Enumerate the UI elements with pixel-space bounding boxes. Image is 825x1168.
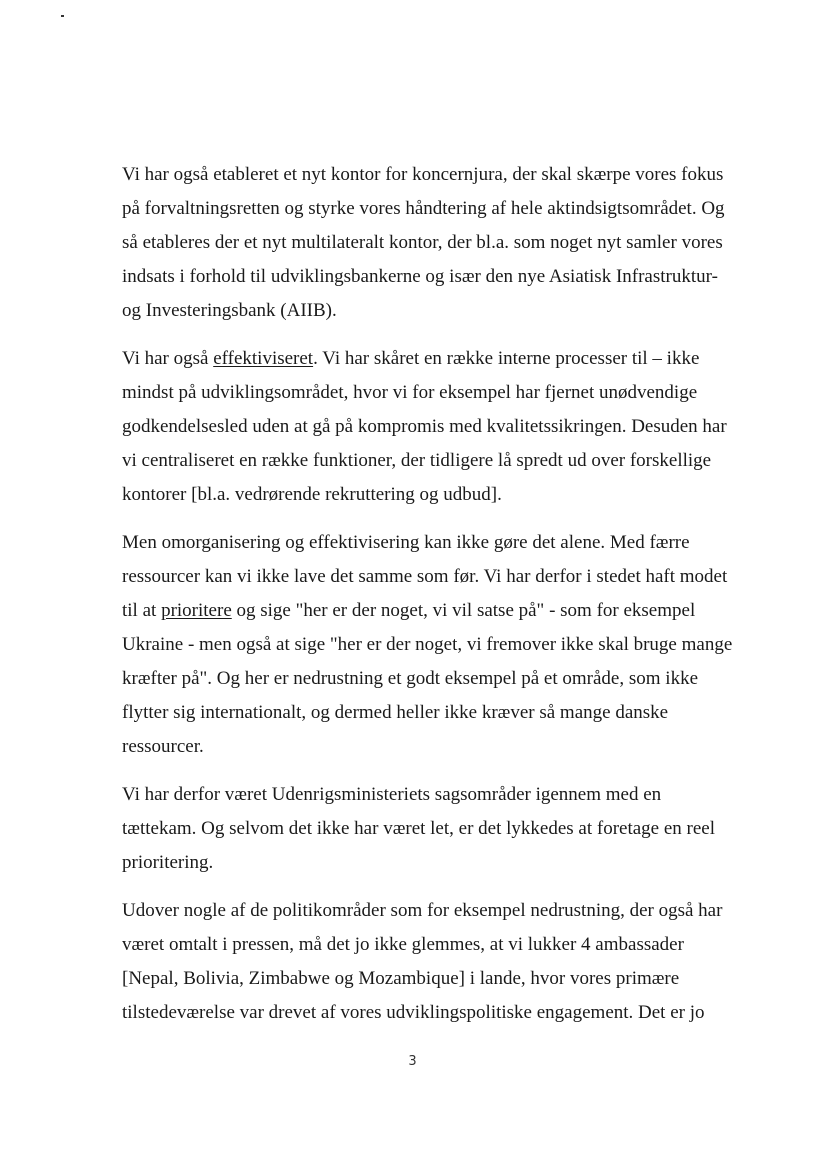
underlined-text: effektiviseret [213,348,314,369]
text-segment: . Vi har skåret en række interne processer til – ikke [313,348,700,369]
text-segment: Udover nogle af de politikområder som for eksempel nedrustning, der også har [122,900,723,921]
text-line [122,962,762,996]
text-line [122,928,762,962]
text-line [122,226,762,260]
text-segment: kræfter på". Og her er nedrustning et godt eksempel på et område, som ikke [122,668,699,689]
text-line [122,996,762,1030]
text-line [122,376,762,410]
paragraph [122,342,762,512]
text-segment: Vi har også etableret et nyt kontor for koncernjura, der skal skærpe vores fokus [122,164,724,185]
text-line [122,594,762,628]
paragraph [122,526,762,764]
text-line [122,260,762,294]
text-segment: Vi har også [122,348,214,369]
text-segment: mindst på udviklingsområdet, hvor vi for eksempel har fjernet unødvendige [122,382,698,403]
text-line [122,894,762,928]
text-segment: Ukraine - men også at sige "her er der noget, vi fremover ikke skal bruge mange [122,634,733,655]
text-segment: godkendelsesled uden at gå på kompromis med kvalitetssikringen. Desuden har [122,416,727,437]
underlined-text: prioritere [161,600,232,621]
text-line [122,696,762,730]
paragraph [122,894,762,1030]
text-segment: ressourcer kan vi ikke lave det samme som før. Vi har derfor i stedet haft modet [122,566,728,587]
text-segment: flytter sig internationalt, og dermed heller ikke kræver så mange danske [122,702,669,723]
text-line [122,778,762,812]
text-line [122,560,762,594]
scan-mark [61,15,64,17]
text-line [122,478,762,512]
text-segment: [Nepal, Bolivia, Zimbabwe og Mozambique] i lande, hvor vores primære [122,968,680,989]
text-segment: og sige "her er der noget, vi vil satse på" - som for eksempel [231,600,696,621]
text-segment: Men omorganisering og effektivisering kan ikke gøre det alene. Med færre [122,532,690,553]
text-line [122,628,762,662]
text-segment: og Investeringsbank (AIIB). [122,300,337,321]
text-segment: ressourcer. [122,736,204,757]
text-line [122,410,762,444]
text-segment: Vi har derfor været Udenrigsministeriets sagsområder igennem med en [122,784,662,805]
page-number: 3 [408,1054,417,1069]
text-segment: prioritering. [122,852,214,873]
text-segment: været omtalt i pressen, må det jo ikke glemmes, at vi lukker 4 ambassader [122,934,684,955]
text-segment: til at [122,600,162,621]
text-segment: vi centraliseret en række funktioner, der tidligere lå spredt ud over forskellige [122,450,712,471]
text-segment: indsats i forhold til udviklingsbankerne og især den nye Asiatisk Infrastruktur- [122,266,718,287]
text-segment: tilstedeværelse var drevet af vores udviklingspolitiske engagement. Det er jo [122,1002,705,1023]
text-line [122,526,762,560]
text-segment: på forvaltningsretten og styrke vores håndtering af hele aktindsigtsområdet. Og [122,198,725,219]
text-line [122,158,762,192]
text-line [122,812,762,846]
paragraph [122,778,762,880]
text-line [122,444,762,478]
text-line [122,342,762,376]
text-segment: kontorer [bl.a. vedrørende rekruttering og udbud]. [122,484,502,505]
text-line [122,846,762,880]
text-segment: så etableres der et nyt multilateralt kontor, der bl.a. som noget nyt samler vores [122,232,723,253]
text-segment: tættekam. Og selvom det ikke har været let, er det lykkedes at foretage en reel [122,818,716,839]
text-line [122,730,762,764]
text-line [122,294,762,328]
text-line [122,662,762,696]
text-line [122,192,762,226]
document-body [122,158,762,1044]
paragraph [122,158,762,328]
